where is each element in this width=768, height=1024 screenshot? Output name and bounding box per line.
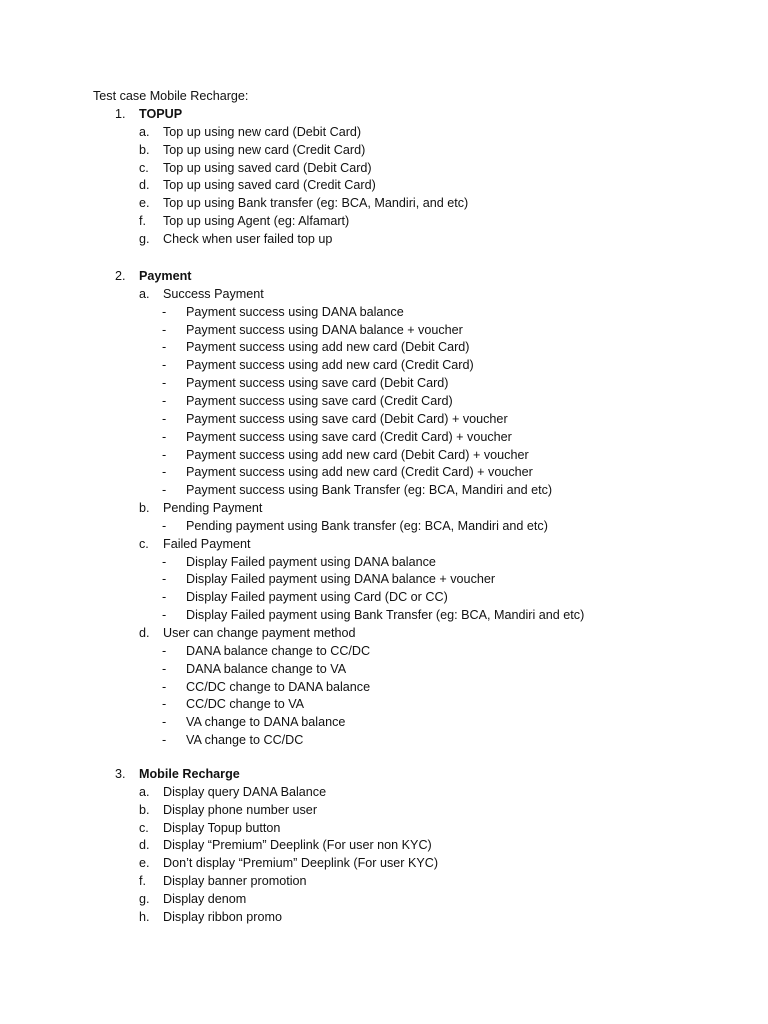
sub-item-text: CC/DC change to DANA balance: [186, 679, 371, 694]
sub-item-text: Payment success using Bank Transfer (eg: BCA, Mandiri and etc): [186, 483, 553, 498]
sub-item-text: DANA balance change to VA: [186, 661, 347, 676]
item-text: Top up using Agent (eg: Alfamart): [163, 214, 350, 229]
sub-item-text: Pending payment using Bank transfer (eg: BCA, Mandiri and etc): [186, 518, 548, 533]
sub-item-text: VA change to DANA balance: [186, 715, 346, 730]
item-text: Display ribbon promo: [163, 909, 282, 924]
item-text: Don’t display “Premium” Deeplink (For user KYC): [163, 856, 439, 871]
item-text: Display Topup button: [163, 820, 281, 835]
item-text: Display phone number user: [163, 802, 318, 817]
sub-item-text: Display Failed payment using DANA balance: [186, 554, 436, 569]
item-text: Display banner promotion: [163, 874, 307, 889]
bullet-dash: -: [162, 322, 167, 337]
item-letter: e.: [139, 196, 150, 211]
bullet-dash: -: [162, 429, 167, 444]
bullet-dash: -: [162, 518, 167, 533]
item-text: Top up using new card (Credit Card): [163, 142, 366, 157]
section-number: 1.: [115, 107, 126, 121]
item-text: Display query DANA Balance: [163, 784, 327, 799]
sub-item-text: Payment success using save card (Debit Card) + voucher: [186, 411, 508, 426]
item-text: Display denom: [163, 891, 247, 906]
bullet-dash: -: [162, 661, 167, 676]
bullet-dash: -: [162, 393, 167, 408]
bullet-dash: -: [162, 554, 167, 569]
bullet-dash: -: [162, 411, 167, 426]
bullet-dash: -: [162, 483, 167, 498]
sub-item-text: Display Failed payment using DANA balance + voucher: [186, 572, 496, 587]
item-text: Failed Payment: [163, 536, 251, 551]
sub-item-text: Display Failed payment using Card (DC or CC): [186, 590, 448, 605]
section-title: Mobile Recharge: [139, 767, 240, 781]
bullet-dash: -: [162, 447, 167, 462]
item-letter: e.: [139, 856, 150, 871]
item-letter: c.: [139, 536, 149, 551]
section-title: TOPUP: [139, 107, 183, 121]
bullet-dash: -: [162, 465, 167, 480]
section-number: 3.: [115, 767, 126, 781]
bullet-dash: -: [162, 679, 167, 694]
item-letter: g.: [139, 231, 150, 246]
item-letter: f.: [139, 874, 146, 889]
item-letter: h.: [139, 909, 150, 924]
item-letter: a.: [139, 124, 150, 139]
bullet-dash: -: [162, 697, 167, 712]
bullet-dash: -: [162, 358, 167, 373]
bullet-dash: -: [162, 733, 167, 748]
item-letter: d.: [139, 178, 150, 193]
item-letter: c.: [139, 160, 149, 175]
item-letter: d.: [139, 838, 150, 853]
sub-item-text: Payment success using add new card (Debit Card): [186, 340, 470, 355]
sub-item-text: Payment success using add new card (Credit Card) + voucher: [186, 465, 533, 480]
bullet-dash: -: [162, 590, 167, 605]
item-letter: a.: [139, 784, 150, 799]
item-letter: b.: [139, 802, 150, 817]
sub-item-text: DANA balance change to CC/DC: [186, 643, 371, 658]
bullet-dash: -: [162, 643, 167, 658]
item-letter: g.: [139, 891, 150, 906]
item-text: Success Payment: [163, 286, 264, 301]
item-text: User can change payment method: [163, 626, 356, 640]
item-letter: f.: [139, 214, 146, 229]
sub-item-text: Payment success using DANA balance + voucher: [186, 322, 463, 337]
sub-item-text: CC/DC change to VA: [186, 697, 305, 712]
item-text: Top up using saved card (Credit Card): [163, 178, 376, 193]
sub-item-text: Payment success using save card (Debit Card): [186, 376, 449, 391]
item-letter: d.: [139, 626, 150, 640]
sub-item-text: Display Failed payment using Bank Transfer (eg: BCA, Mandiri and etc): [186, 608, 585, 623]
sub-item-text: Payment success using save card (Credit Card) + voucher: [186, 429, 512, 444]
bullet-dash: -: [162, 376, 167, 391]
item-text: Top up using saved card (Debit Card): [163, 160, 372, 175]
sub-item-text: Payment success using add new card (Debit Card) + voucher: [186, 447, 529, 462]
bullet-dash: -: [162, 715, 167, 730]
sub-item-text: Payment success using DANA balance: [186, 304, 404, 319]
item-letter: a.: [139, 286, 150, 301]
item-letter: b.: [139, 142, 150, 157]
item-text: Top up using new card (Debit Card): [163, 124, 362, 139]
bullet-dash: -: [162, 340, 167, 355]
item-text: Check when user failed top up: [163, 231, 333, 246]
item-text: Display “Premium” Deeplink (For user non KYC): [163, 838, 432, 853]
bullet-dash: -: [162, 572, 167, 587]
document-title: Test case Mobile Recharge:: [93, 89, 249, 103]
item-text: Top up using Bank transfer (eg: BCA, Mandiri, and etc): [163, 196, 469, 211]
sub-item-text: Payment success using add new card (Credit Card): [186, 358, 474, 373]
bullet-dash: -: [162, 608, 167, 623]
section-title: Payment: [139, 269, 192, 283]
sub-item-text: VA change to CC/DC: [186, 733, 304, 748]
bullet-dash: -: [162, 304, 167, 319]
item-text: Pending Payment: [163, 501, 263, 516]
item-letter: b.: [139, 501, 150, 516]
section-number: 2.: [115, 269, 126, 283]
item-letter: c.: [139, 820, 149, 835]
sub-item-text: Payment success using save card (Credit Card): [186, 393, 453, 408]
